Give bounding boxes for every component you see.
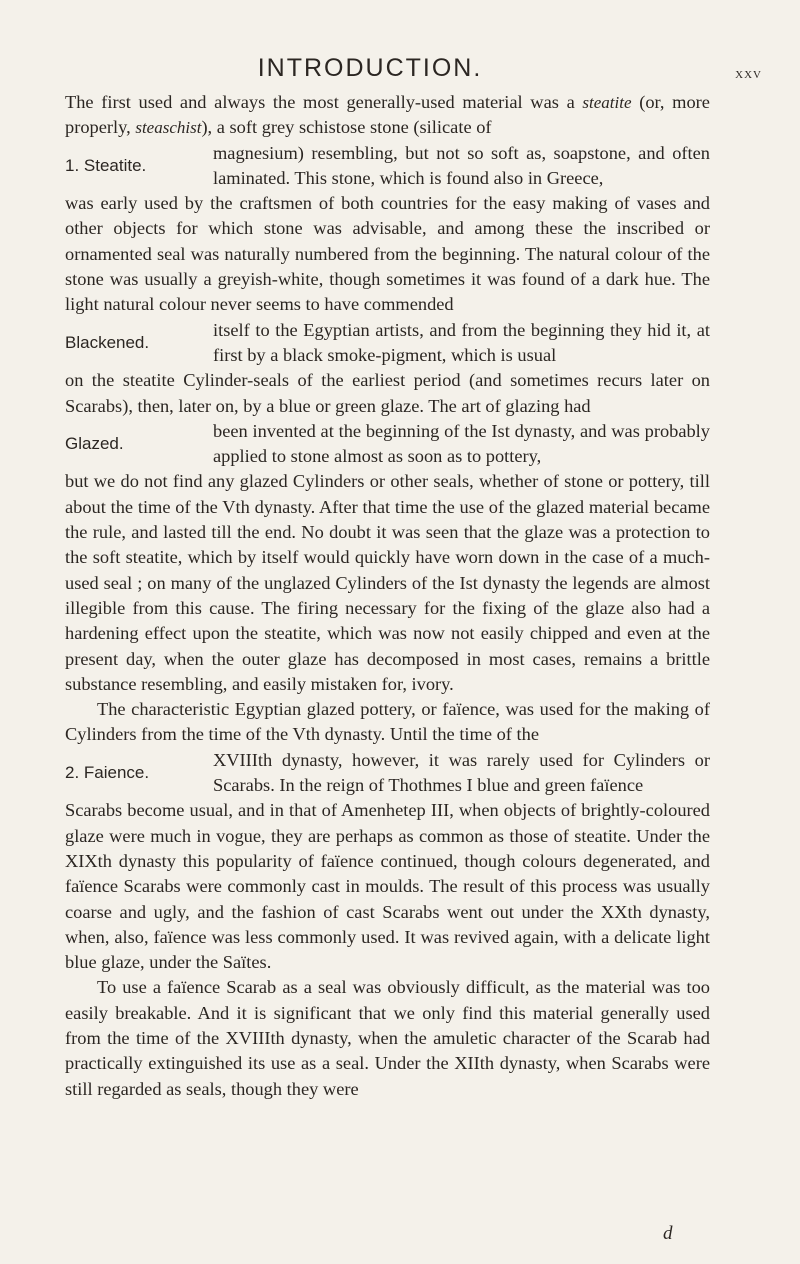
paragraph-1-middle: was early used by the craftsmen of both countries for the easy making of vases and other objects for which stone was advisable, and among these the inscribed or ornamented seal was naturally numbered from the beginning. The natural colour of the stone was usually a greyish-white, though sometimes it was found of a dark hue. The light natural colour never seems to have commended bbox=[65, 193, 710, 315]
paragraph-1-glaze: on the steatite Cylinder-seals of the earliest period (and sometimes recurs later on Scarabs), then, later on, by a blue or green glaze. The art of glazing had bbox=[65, 370, 710, 416]
running-header bbox=[0, 50, 800, 86]
text-span: (or, more properly, bbox=[65, 92, 710, 138]
wrapped-text: itself to the Egyptian artists, and from the beginning they hid it, at first by a black smoke-pigment, which is usual bbox=[213, 319, 710, 365]
wrap-block-steatite bbox=[65, 141, 710, 192]
side-note-steatite: 1. Steatite. bbox=[65, 155, 147, 175]
term-steaschist: steaschist bbox=[135, 118, 202, 138]
wrapped-text: magnesium) resembling, but not so soft as, soapstone, and often laminated. This stone, which is found also in Greece, bbox=[213, 142, 710, 188]
header-title: INTRODUCTION. bbox=[257, 54, 483, 82]
paragraph-2-end: Scarabs become usual, and in that of Amenhetep III, when objects of brightly-coloured glaze were much in vogue, they are perhaps as common as those of steatite. Under the XIXth dynasty this popularity of faïence continued, though colours degenerated, and faïence Scarabs were commonly cast in moulds. The result of this process was usually coarse and ugly, and the fashion of cast Scarabs went out under the XXth dynasty, when, also, faïence was less commonly used. It was revived again, with a delicate light blue glaze, under the Saïtes. bbox=[65, 800, 710, 973]
signature-mark: d bbox=[663, 1223, 673, 1244]
wrapped-text: XVIIIth dynasty, however, it was rarely used for Cylinders or Scarabs. In the reign of Thothmes I blue and green faïence bbox=[213, 749, 710, 796]
wrap-block-blackened bbox=[65, 318, 710, 369]
wrap-block-faience bbox=[65, 748, 710, 799]
wrapped-text: been invented at the beginning of the Ist dynasty, and was probably applied to stone almost as soon as to pottery, bbox=[213, 420, 710, 467]
side-note-faience: 2. Faience. bbox=[65, 762, 150, 782]
paragraph-2-opening: The characteristic Egyptian glazed pottery, or faïence, was used for the making of Cylinders from the time of the Vth dynasty. Until the time of the bbox=[65, 699, 710, 745]
body-text bbox=[65, 90, 710, 1102]
text-span: The first used and always the most generally-used material was a bbox=[65, 92, 575, 112]
side-note-blackened: Blackened. bbox=[65, 332, 150, 352]
paragraph-1-opening bbox=[65, 90, 710, 141]
term-steatite: steatite bbox=[582, 93, 632, 112]
wrap-block-glazed bbox=[65, 419, 710, 470]
page-number: xxv bbox=[735, 65, 762, 82]
paragraph-1-end: but we do not find any glazed Cylinders or other seals, whether of stone or pottery, till about the time of the Vth dynasty. After that time the use of the glazed material became the rule, and lasted till the end. No doubt it was seen that the glaze was a protection to the soft steatite, which by itself would quickly have worn down in the case of a much-used seal ; on many of the unglazed Cylinders of the Ist dynasty the legends are almost illegible from this cause. The firing necessary for the fixing of the glaze also had a hardening effect upon the steatite, which was now not easily chipped and even at the present day, when the outer glaze has decomposed in most cases, remains a brittle substance resembling, and easily mistaken for, ivory. bbox=[65, 471, 710, 694]
text-span: ), a soft grey schistose stone (silicate of bbox=[201, 117, 492, 138]
paragraph-3: To use a faïence Scarab as a seal was obviously difficult, as the material was too easily breakable. And it is significant that we only find this material generally used from the time of the XVIIIth dynasty, when the amuletic character of the Scarab had practically extinguished its use as a seal. Under the XIIth dynasty, when Scarabs were still regarded as seals, though they were bbox=[65, 977, 710, 1099]
side-note-glazed: Glazed. bbox=[65, 433, 124, 453]
